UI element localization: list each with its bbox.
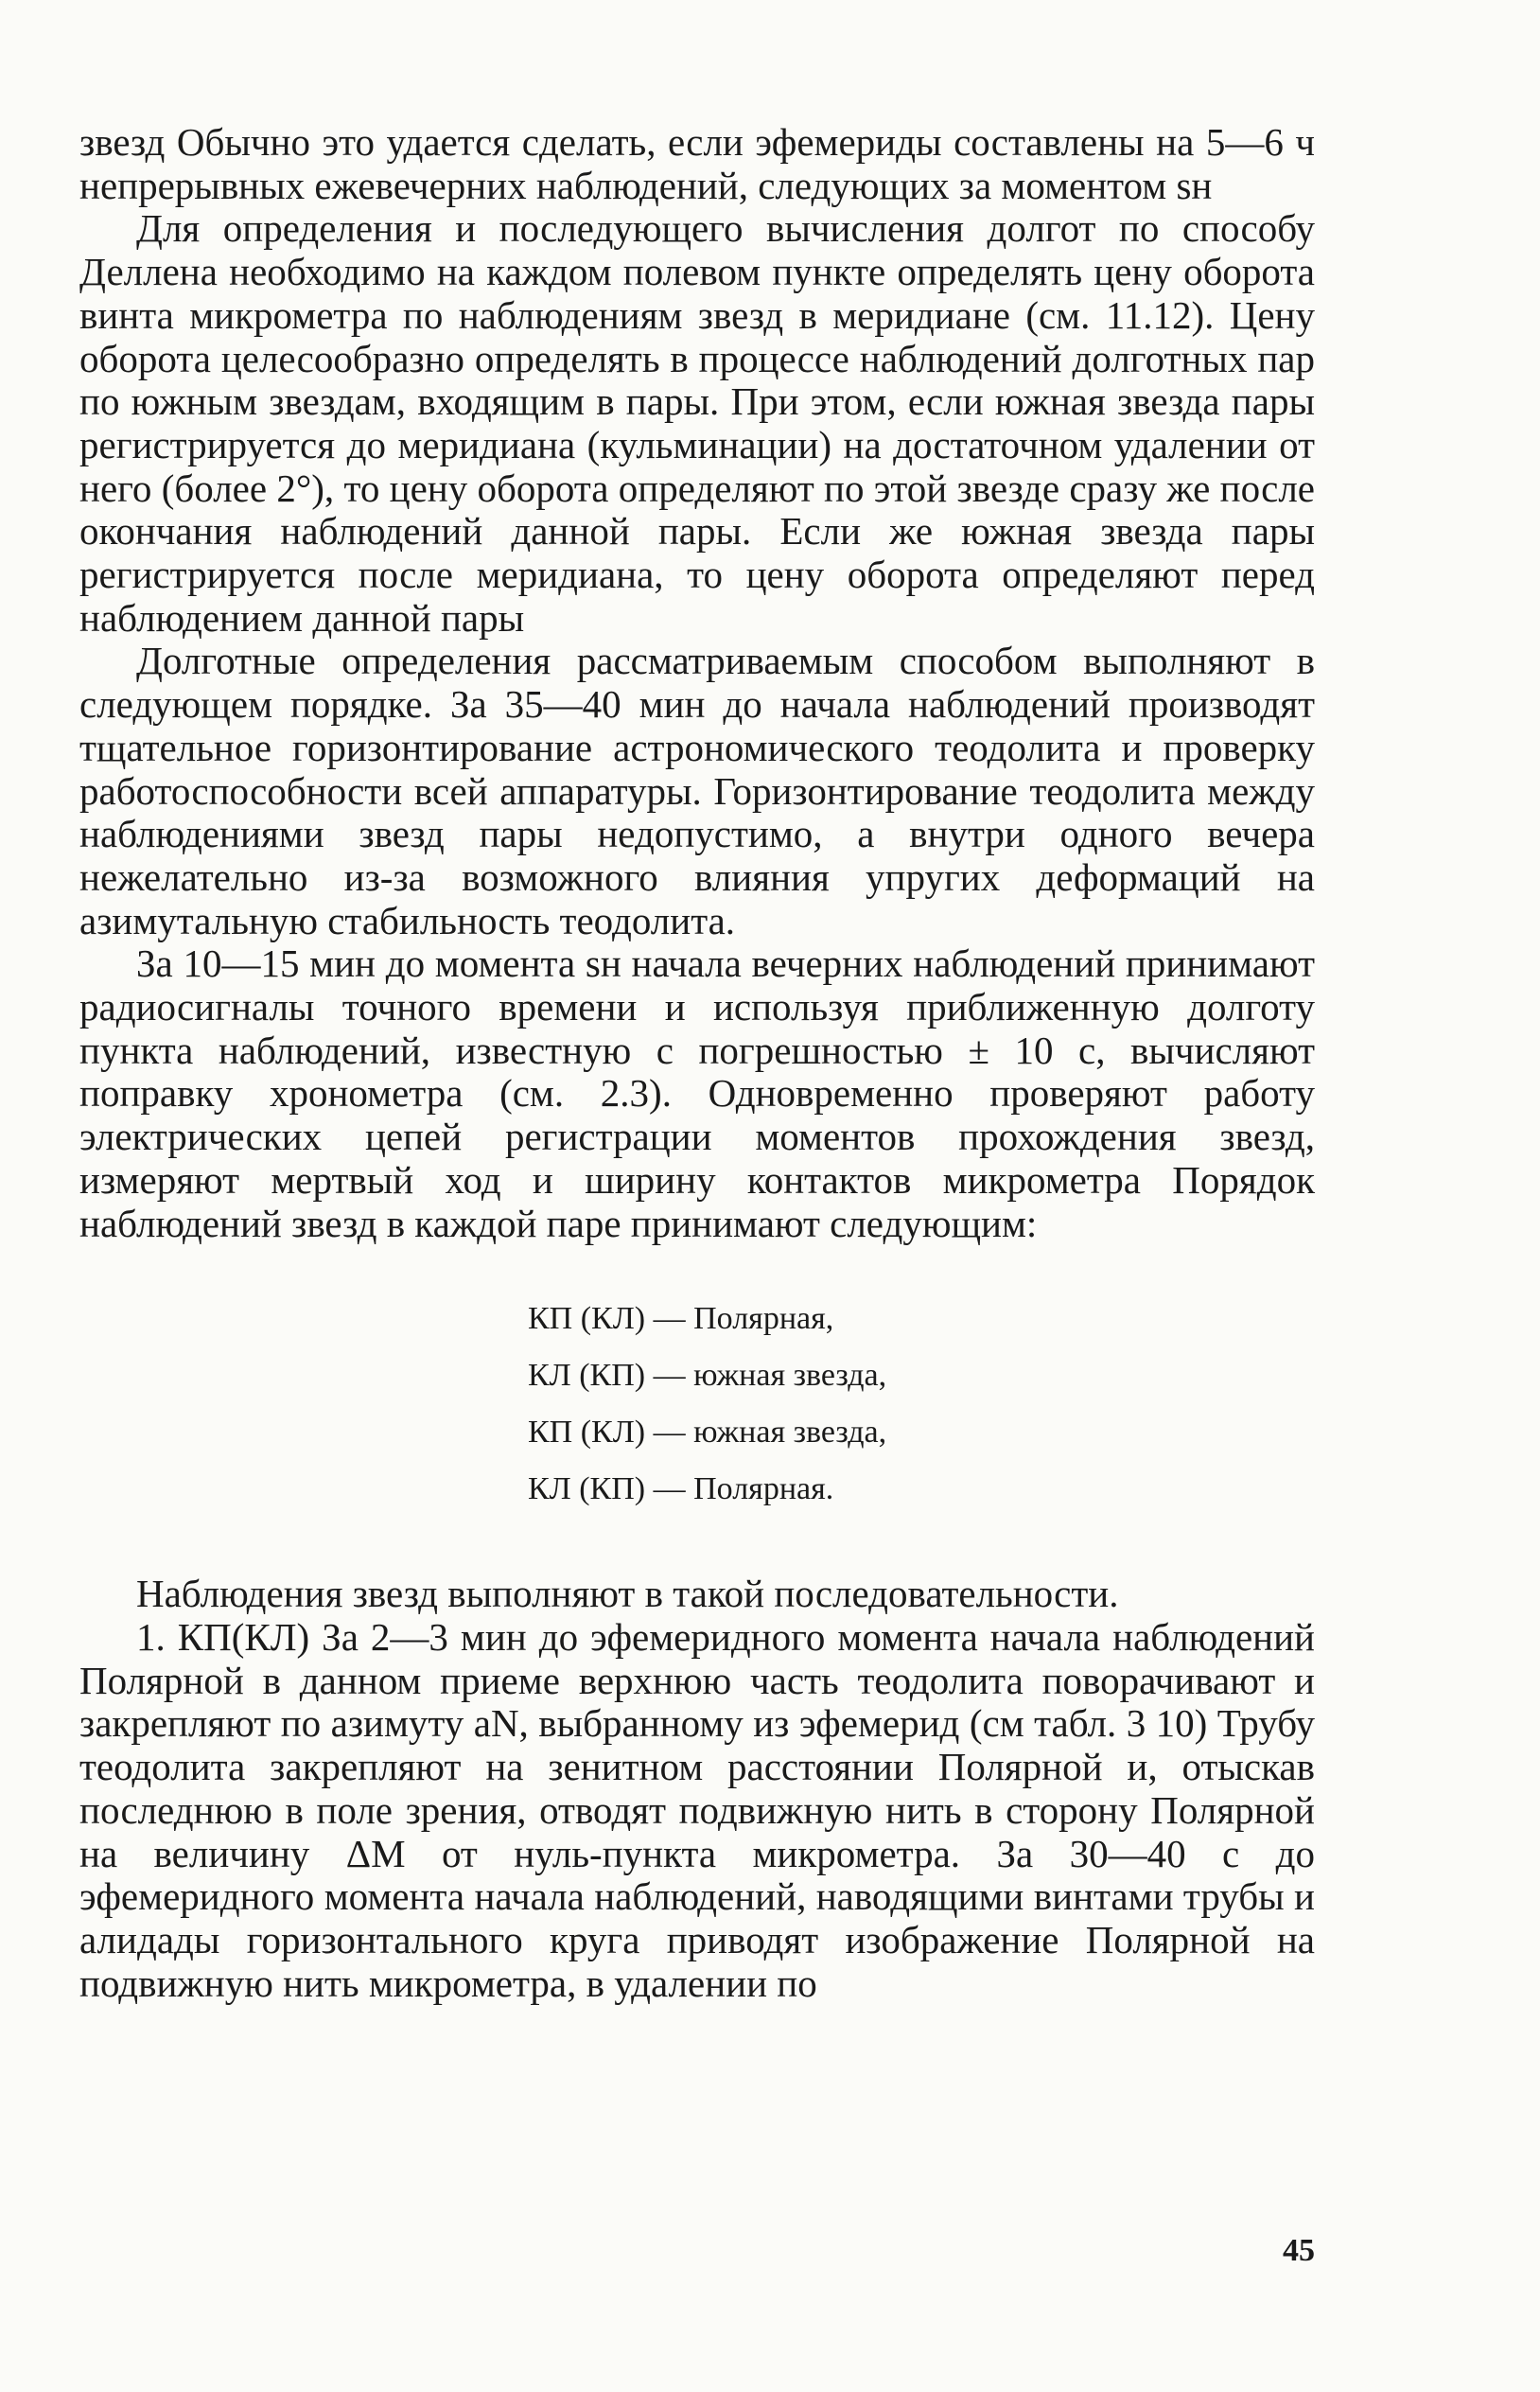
paragraph: Для определения и последующего вычисления долгот по способу Деллена необходимо на каждом полевом пункте определять цену оборота винта микрометра по наблюдениям звезд в меридиане (см. 11.12). Цену оборота целесообразно определять в процессе наблюдений долготных пар по южным звездам, входящим в пары. При этом, если южная звезда пары регистрируется до меридиана (кульминации) на достаточном удалении от него (более 2°), то цену оборота определяют по этой звезде сразу же после окончания наблюдений данной пары. Если же южная звезда пары регистрируется после меридиана, то цену оборота определяют перед наблюдением данной пары xyxy=(79,206,1315,640)
sequence-line: КЛ (КП) — Полярная. xyxy=(528,1471,834,1507)
sequence-line: КЛ (КП) — южная звезда, xyxy=(528,1358,887,1394)
paragraph: 1. КП(КЛ) За 2—3 мин до эфемеридного момента начала наблюдений Полярной в данном приеме верхнюю часть теодолита поворачивают и закрепляют по азимуту aN, выбранному из эфемерид (см табл. 3 10) Трубу теодолита закрепляют на зенитном расстоянии Полярной и, отыскав последнюю в поле зрения, отводят подвижную нить в сторону Полярной на величину ΔM от нуль-пункта микрометра. За 30—40 с до эфемеридного момента начала наблюдений, наводящими винтами трубы и алидады горизонтального круга приводят изображение Полярной на подвижную нить микрометра, в удалении по xyxy=(79,1614,1315,2005)
page-number: 45 xyxy=(1283,2233,1315,2268)
paragraph: звезд Обычно это удается сделать, если эфемериды составлены на 5—6 ч непрерывных ежевечерних наблюдений, следующих за моментом sн xyxy=(79,120,1315,207)
paragraph: Наблюдения звезд выполняют в такой последовательности. xyxy=(136,1572,1119,1616)
paragraph: За 10—15 мин до момента sн начала вечерних наблюдений принимают радиосигналы точного времени и используя приближенную долготу пункта наблюдений, известную с погрешностью ± 10 с, вычисляют поправку хронометра (см. 2.3). Одновременно проверяют работу электрических цепей регистрации моментов прохождения звезд, измеряют мертвый ход и ширину контактов микрометра Порядок наблюдений звезд в каждой паре принимают следующим: xyxy=(79,941,1315,1245)
sequence-line: КП (КЛ) — южная звезда, xyxy=(528,1415,887,1451)
observation-sequence xyxy=(528,1291,1315,1518)
body-text xyxy=(79,121,1315,2005)
sequence-line: КП (КЛ) — Полярная, xyxy=(528,1301,834,1337)
paragraph: Долготные определения рассматриваемым способом выполняют в следующем порядке. За 35—40 мин до начала наблюдений производят тщательное горизонтирование астрономического теодолита и проверку работоспособности всей аппаратуры. Горизонтирование теодолита между наблюдениями звезд пары недопустимо, а внутри одного вечера нежелательно из-за возможного влияния упругих деформаций на азимутальную стабильность теодолита. xyxy=(79,639,1315,942)
